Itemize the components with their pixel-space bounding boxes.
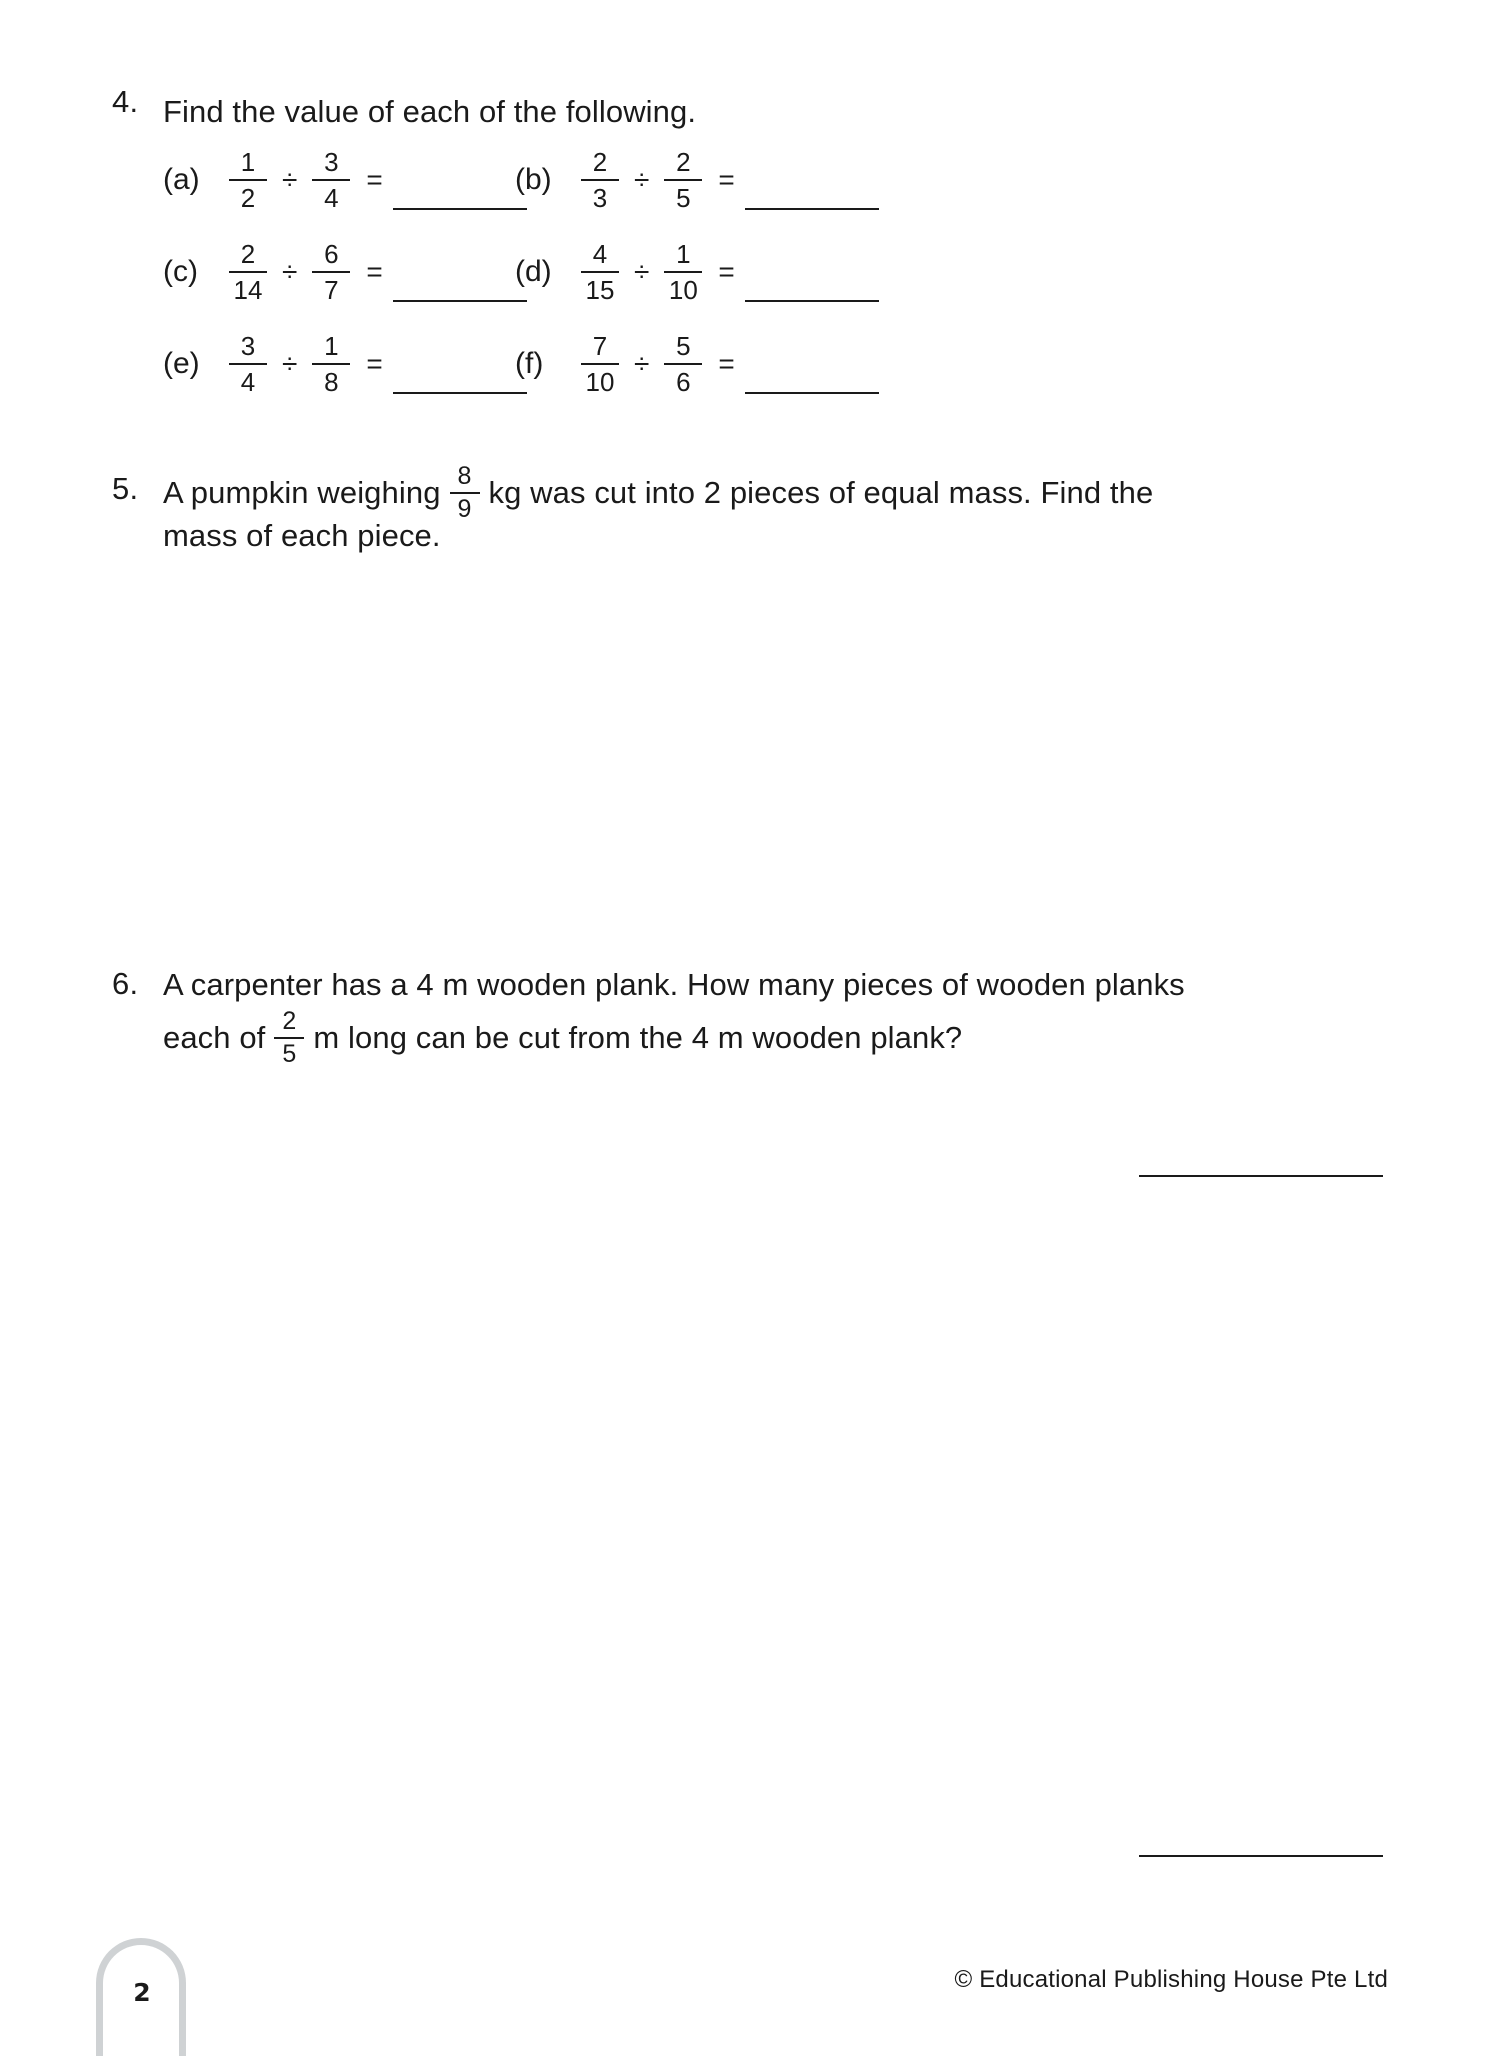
numerator: 3 xyxy=(324,147,339,177)
part-label-d: (d) xyxy=(515,255,552,288)
division-operator-a: ÷ xyxy=(282,164,298,195)
division-operator-f: ÷ xyxy=(634,348,650,379)
part-label-f: (f) xyxy=(515,347,544,380)
question-5-line-1 xyxy=(163,462,1153,524)
denominator: 6 xyxy=(676,367,691,397)
fraction-bar xyxy=(664,271,702,273)
question-6-line-1: A carpenter has a 4 m wooden plank. How many pieces of wooden planks xyxy=(163,967,1185,1002)
denominator: 3 xyxy=(592,183,608,213)
equals-sign-a: = xyxy=(366,164,383,195)
division-operator-b: ÷ xyxy=(634,164,650,195)
denominator: 8 xyxy=(324,367,339,397)
question-4-part-d xyxy=(515,226,879,318)
question-5-text-after: kg was cut into 2 pieces of equal mass. Find the xyxy=(488,475,1154,510)
fraction-a-left xyxy=(229,147,267,213)
denominator: 14 xyxy=(233,275,263,305)
fraction-f-right xyxy=(664,331,702,397)
denominator: 9 xyxy=(457,495,472,523)
fraction-bar xyxy=(450,492,480,494)
fraction-bar xyxy=(581,271,619,273)
copyright-notice: © Educational Publishing House Pte Ltd xyxy=(954,1966,1388,1993)
fraction-bar xyxy=(312,363,350,365)
fraction-a-right xyxy=(312,147,350,213)
denominator: 5 xyxy=(282,1040,297,1068)
answer-blank-f[interactable] xyxy=(745,362,879,394)
fraction-bar xyxy=(312,179,350,181)
answer-blank-a[interactable] xyxy=(393,178,527,210)
denominator: 4 xyxy=(324,183,339,213)
fraction-bar xyxy=(581,179,619,181)
page-number: 2 xyxy=(133,1978,151,2007)
question-6-text-before: each of xyxy=(163,1020,266,1055)
numerator: 2 xyxy=(282,1007,297,1035)
fraction-c-right xyxy=(312,239,350,305)
numerator: 4 xyxy=(592,239,608,269)
answer-blank-c[interactable] xyxy=(393,270,527,302)
fraction-bar xyxy=(229,179,267,181)
question-4-number: 4. xyxy=(112,84,139,119)
denominator: 10 xyxy=(668,275,698,305)
denominator: 2 xyxy=(240,183,256,213)
question-6-fraction xyxy=(274,1007,304,1069)
question-5-fraction xyxy=(450,462,480,524)
numerator: 6 xyxy=(324,239,339,269)
fraction-e-left xyxy=(229,331,267,397)
fraction-bar xyxy=(312,271,350,273)
question-4-part-a xyxy=(163,134,527,226)
fraction-bar xyxy=(664,363,702,365)
part-label-a: (a) xyxy=(163,163,200,196)
numerator: 2 xyxy=(240,239,256,269)
fraction-b-right xyxy=(664,147,702,213)
denominator: 15 xyxy=(585,275,615,305)
numerator: 3 xyxy=(240,331,256,361)
numerator: 7 xyxy=(592,331,608,361)
question-4-prompt: Find the value of each of the following. xyxy=(163,94,697,129)
equals-sign-b: = xyxy=(718,164,735,195)
fraction-bar xyxy=(664,179,702,181)
question-5-text-before: A pumpkin weighing xyxy=(163,475,441,510)
fraction-d-right xyxy=(664,239,702,305)
fraction-bar xyxy=(229,363,267,365)
question-6-number: 6. xyxy=(112,966,139,1001)
fraction-bar xyxy=(274,1037,304,1039)
part-label-e: (e) xyxy=(163,347,200,380)
numerator: 1 xyxy=(240,147,256,177)
fraction-e-right xyxy=(312,331,350,397)
numerator: 8 xyxy=(457,462,472,490)
question-5-number: 5. xyxy=(112,471,139,506)
division-operator-c: ÷ xyxy=(282,256,298,287)
fraction-b-left xyxy=(581,147,619,213)
division-operator-d: ÷ xyxy=(634,256,650,287)
equals-sign-f: = xyxy=(718,348,735,379)
question-4-part-f xyxy=(515,318,879,410)
numerator: 1 xyxy=(676,239,691,269)
denominator: 5 xyxy=(676,183,691,213)
fraction-bar xyxy=(581,363,619,365)
division-operator-e: ÷ xyxy=(282,348,298,379)
answer-blank-e[interactable] xyxy=(393,362,527,394)
denominator: 10 xyxy=(585,367,615,397)
question-4-part-b xyxy=(515,134,879,226)
question-5-answer-line[interactable] xyxy=(1139,1175,1383,1177)
question-6-text-after: m long can be cut from the 4 m wooden plank? xyxy=(313,1020,963,1055)
question-6-answer-line[interactable] xyxy=(1139,1855,1383,1857)
denominator: 7 xyxy=(324,275,339,305)
equals-sign-c: = xyxy=(366,256,383,287)
part-label-b: (b) xyxy=(515,163,552,196)
question-6-line-2 xyxy=(163,1007,962,1069)
question-4-part-e xyxy=(163,318,527,410)
numerator: 2 xyxy=(592,147,608,177)
fraction-bar xyxy=(229,271,267,273)
answer-blank-d[interactable] xyxy=(745,270,879,302)
fraction-f-left xyxy=(581,331,619,397)
numerator: 5 xyxy=(676,331,691,361)
question-5-line-2: mass of each piece. xyxy=(163,518,441,553)
part-label-c: (c) xyxy=(163,255,198,288)
equals-sign-d: = xyxy=(718,256,735,287)
fraction-c-left xyxy=(229,239,267,305)
numerator: 2 xyxy=(676,147,691,177)
denominator: 4 xyxy=(240,367,256,397)
numerator: 1 xyxy=(324,331,339,361)
equals-sign-e: = xyxy=(366,348,383,379)
answer-blank-b[interactable] xyxy=(745,178,879,210)
question-4-part-c xyxy=(163,226,527,318)
fraction-d-left xyxy=(581,239,619,305)
